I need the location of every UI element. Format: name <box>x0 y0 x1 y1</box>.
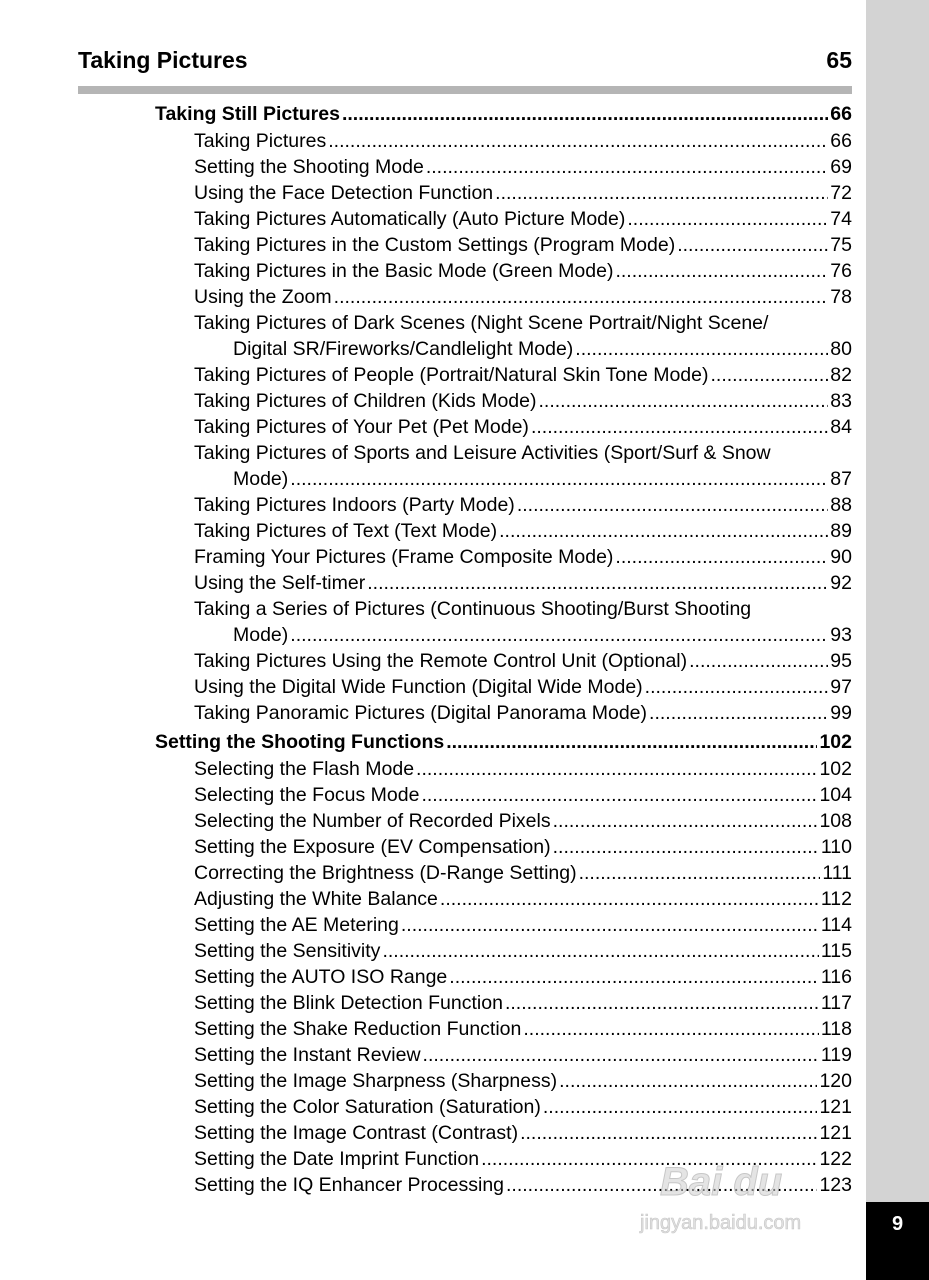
toc-section[interactable] <box>155 728 852 756</box>
toc-entry-title: Taking Pictures of People (Portrait/Natural Skin Tone Mode) <box>194 364 709 386</box>
toc-entry[interactable] <box>155 206 852 232</box>
toc-entry-page: 114 <box>820 914 852 936</box>
toc-entry[interactable] <box>155 362 852 388</box>
toc-entry[interactable] <box>155 938 852 964</box>
toc-entry-page: 76 <box>830 260 852 282</box>
toc-entry-page: 110 <box>820 836 852 858</box>
dot-leader <box>495 180 828 206</box>
dot-leader <box>328 128 828 154</box>
toc-entry-title: Mode) <box>233 624 289 646</box>
chapter-page: 65 <box>826 47 852 73</box>
toc-entry-title: Digital SR/Fireworks/Candlelight Mode) <box>233 338 574 360</box>
toc-entry-page: 102 <box>819 758 852 780</box>
chapter-title: Taking Pictures <box>78 47 248 73</box>
toc-entry-title: Taking Pictures Using the Remote Control Unit (Optional) <box>194 650 688 672</box>
toc-entry[interactable] <box>155 808 852 834</box>
dot-leader <box>689 648 828 674</box>
chapter-rule <box>78 86 852 94</box>
dot-leader <box>553 834 819 860</box>
toc-entry[interactable] <box>155 1094 852 1120</box>
toc-entry-title: Setting the Instant Review <box>194 1044 421 1066</box>
dot-leader <box>645 674 829 700</box>
toc-entry-page: 95 <box>830 650 852 672</box>
toc-entry-continuation[interactable] <box>155 622 852 648</box>
toc-entry-page: 121 <box>819 1122 852 1144</box>
dot-leader <box>499 518 828 544</box>
toc-entry-page: 123 <box>819 1174 852 1196</box>
toc-entry[interactable] <box>155 648 852 674</box>
toc-entry[interactable] <box>155 964 852 990</box>
toc-entry[interactable] <box>155 756 852 782</box>
toc-entry[interactable] <box>155 414 852 440</box>
dot-leader <box>449 964 819 990</box>
toc-entry-title: Setting the Blink Detection Function <box>194 992 503 1014</box>
toc-entry-title: Setting the Shooting Mode <box>194 156 424 178</box>
toc-entry-title: Taking Pictures of Your Pet (Pet Mode) <box>194 416 529 438</box>
toc-entry[interactable] <box>155 258 852 284</box>
toc-entry-page: 117 <box>820 992 852 1014</box>
dot-leader <box>440 886 819 912</box>
toc-entry-title: Setting the Image Contrast (Contrast) <box>194 1122 519 1144</box>
toc-entry-title: Taking Pictures <box>194 130 327 152</box>
toc-entry-page: 92 <box>830 572 852 594</box>
toc-entry-page: 82 <box>830 364 852 386</box>
toc-entry-page: 99 <box>830 702 852 724</box>
toc-entry[interactable] <box>155 912 852 938</box>
toc-entry-title: Taking Pictures Indoors (Party Mode) <box>194 494 515 516</box>
toc-entry-title: Selecting the Number of Recorded Pixels <box>194 810 551 832</box>
dot-leader <box>421 782 817 808</box>
toc-entry-page: 66 <box>830 103 852 125</box>
dot-leader <box>649 700 828 726</box>
toc-entry-title: Using the Face Detection Function <box>194 182 494 204</box>
toc-entry-title: Setting the Image Sharpness (Sharpness) <box>194 1070 558 1092</box>
toc-entry-page: 75 <box>830 234 852 256</box>
toc-entry[interactable] <box>155 128 852 154</box>
toc-entry-title: Adjusting the White Balance <box>194 888 438 910</box>
dot-leader <box>505 990 819 1016</box>
dot-leader <box>382 938 818 964</box>
toc-entry-title: Taking a Series of Pictures (Continuous Shooting/Burst Shooting <box>194 598 752 620</box>
toc-entry-page: 78 <box>830 286 852 308</box>
toc-entry-page: 118 <box>820 1018 852 1040</box>
toc-entry-page: 122 <box>819 1148 852 1170</box>
toc-entry-continuation[interactable] <box>155 336 852 362</box>
toc-entry[interactable] <box>155 180 852 206</box>
chapter-heading <box>78 47 852 79</box>
toc-entry-page: 97 <box>830 676 852 698</box>
toc-entry-title: Using the Self-timer <box>194 572 366 594</box>
dot-leader <box>517 492 828 518</box>
toc-entry-page: 121 <box>819 1096 852 1118</box>
toc-entry-page: 116 <box>820 966 852 988</box>
dot-leader <box>579 860 821 886</box>
dot-leader <box>677 232 828 258</box>
toc-entry-page: 83 <box>830 390 852 412</box>
toc-entry[interactable] <box>155 1016 852 1042</box>
toc-entry[interactable] <box>155 1068 852 1094</box>
toc-entry[interactable] <box>155 834 852 860</box>
dot-leader <box>290 622 828 648</box>
toc-entry-page: 119 <box>820 1044 852 1066</box>
page-number: 9 <box>866 1202 929 1280</box>
toc-entry[interactable] <box>155 886 852 912</box>
dot-leader <box>615 258 828 284</box>
toc-entry[interactable] <box>155 674 852 700</box>
toc-entry-title: Setting the Shake Reduction Function <box>194 1018 522 1040</box>
dot-leader <box>446 728 817 756</box>
toc-entry-title: Taking Pictures of Dark Scenes (Night Scene Portrait/Night Scene/ <box>194 312 769 334</box>
toc-entry-title: Taking Pictures Automatically (Auto Picture Mode) <box>194 208 626 230</box>
dot-leader <box>426 154 828 180</box>
toc-entry-title: Setting the AUTO ISO Range <box>194 966 448 988</box>
watermark-url: jingyan.baidu.com <box>640 1212 802 1234</box>
dot-leader <box>423 1042 819 1068</box>
toc-entry[interactable] <box>155 990 852 1016</box>
toc-entry[interactable] <box>155 700 852 726</box>
toc-entry[interactable] <box>155 388 852 414</box>
toc-entry-title: Taking Pictures of Children (Kids Mode) <box>194 390 537 412</box>
dot-leader <box>367 570 828 596</box>
toc-entry-page: 88 <box>830 494 852 516</box>
dot-leader <box>575 336 828 362</box>
watermark <box>640 1140 870 1250</box>
toc-entry[interactable] <box>155 154 852 180</box>
toc-entry[interactable] <box>155 1042 852 1068</box>
toc-entry[interactable] <box>155 860 852 886</box>
toc-entry-title: Taking Panoramic Pictures (Digital Panorama Mode) <box>194 702 648 724</box>
toc-entry-title: Setting the IQ Enhancer Processing <box>194 1174 505 1196</box>
toc-entry[interactable] <box>155 596 852 622</box>
toc-entry-title: Selecting the Flash Mode <box>194 758 415 780</box>
toc-entry-page: 104 <box>819 784 852 806</box>
dot-leader <box>523 1016 819 1042</box>
toc-entry[interactable] <box>155 232 852 258</box>
toc-entry-title: Using the Digital Wide Function (Digital Wide Mode) <box>194 676 643 698</box>
toc-entry-page: 69 <box>830 156 852 178</box>
toc-entry-page: 108 <box>819 810 852 832</box>
toc-entry[interactable] <box>155 782 852 808</box>
toc-entry[interactable] <box>155 518 852 544</box>
toc-entry-page: 115 <box>820 940 852 962</box>
toc-entry-title: Setting the Sensitivity <box>194 940 381 962</box>
toc-entry-title: Using the Zoom <box>194 286 332 308</box>
dot-leader <box>710 362 828 388</box>
toc-entry-title: Taking Pictures of Sports and Leisure Activities (Sport/Surf & Snow <box>194 442 771 464</box>
toc-entry-page: 66 <box>830 130 852 152</box>
toc-entry-title: Setting the AE Metering <box>194 914 399 936</box>
toc-entry-title: Setting the Exposure (EV Compensation) <box>194 836 551 858</box>
toc-entry-page: 74 <box>830 208 852 230</box>
dot-leader <box>543 1094 818 1120</box>
toc-entry-page: 80 <box>830 338 852 360</box>
dot-leader <box>559 1068 817 1094</box>
toc-entry-page: 93 <box>830 624 852 646</box>
gray-side-tab <box>866 0 929 1280</box>
toc-entry[interactable] <box>155 284 852 310</box>
dot-leader <box>553 808 818 834</box>
dot-leader <box>401 912 819 938</box>
toc-entry[interactable] <box>155 544 852 570</box>
toc-entry-page: 102 <box>819 731 852 753</box>
dot-leader <box>342 100 828 128</box>
toc-entry-title: Taking Pictures in the Basic Mode (Green Mode) <box>194 260 614 282</box>
toc-entry[interactable] <box>155 310 852 336</box>
toc-entry-title: Selecting the Focus Mode <box>194 784 420 806</box>
toc-entry-page: 89 <box>830 520 852 542</box>
toc-entry-title: Taking Still Pictures <box>155 103 340 125</box>
toc-entry-page: 87 <box>830 468 852 490</box>
toc-section[interactable] <box>155 100 852 128</box>
baidu-logo: Bai du <box>660 1160 783 1204</box>
dot-leader <box>615 544 828 570</box>
toc-entry-title: Setting the Date Imprint Function <box>194 1148 480 1170</box>
toc-entry-page: 112 <box>820 888 852 910</box>
toc-entry-title: Correcting the Brightness (D-Range Setting) <box>194 862 577 884</box>
toc-entry-title: Framing Your Pictures (Frame Composite Mode) <box>194 546 614 568</box>
toc-entry[interactable] <box>155 440 852 466</box>
toc-entry-continuation[interactable] <box>155 466 852 492</box>
dot-leader <box>538 388 828 414</box>
dot-leader <box>627 206 828 232</box>
dot-leader <box>334 284 829 310</box>
table-of-contents <box>155 100 852 1198</box>
toc-entry-title: Setting the Color Saturation (Saturation) <box>194 1096 541 1118</box>
toc-entry[interactable] <box>155 570 852 596</box>
dot-leader <box>416 756 817 782</box>
toc-entry-title: Mode) <box>233 468 289 490</box>
toc-entry-page: 120 <box>819 1070 852 1092</box>
toc-entry-title: Taking Pictures in the Custom Settings (Program Mode) <box>194 234 676 256</box>
toc-entry-title: Setting the Shooting Functions <box>155 731 445 753</box>
toc-entry-title: Taking Pictures of Text (Text Mode) <box>194 520 498 542</box>
toc-entry[interactable] <box>155 492 852 518</box>
toc-entry-page: 84 <box>830 416 852 438</box>
dot-leader <box>531 414 828 440</box>
toc-entry-page: 90 <box>830 546 852 568</box>
dot-leader <box>290 466 828 492</box>
toc-entry-page: 72 <box>830 182 852 204</box>
toc-entry-page: 111 <box>822 862 852 884</box>
